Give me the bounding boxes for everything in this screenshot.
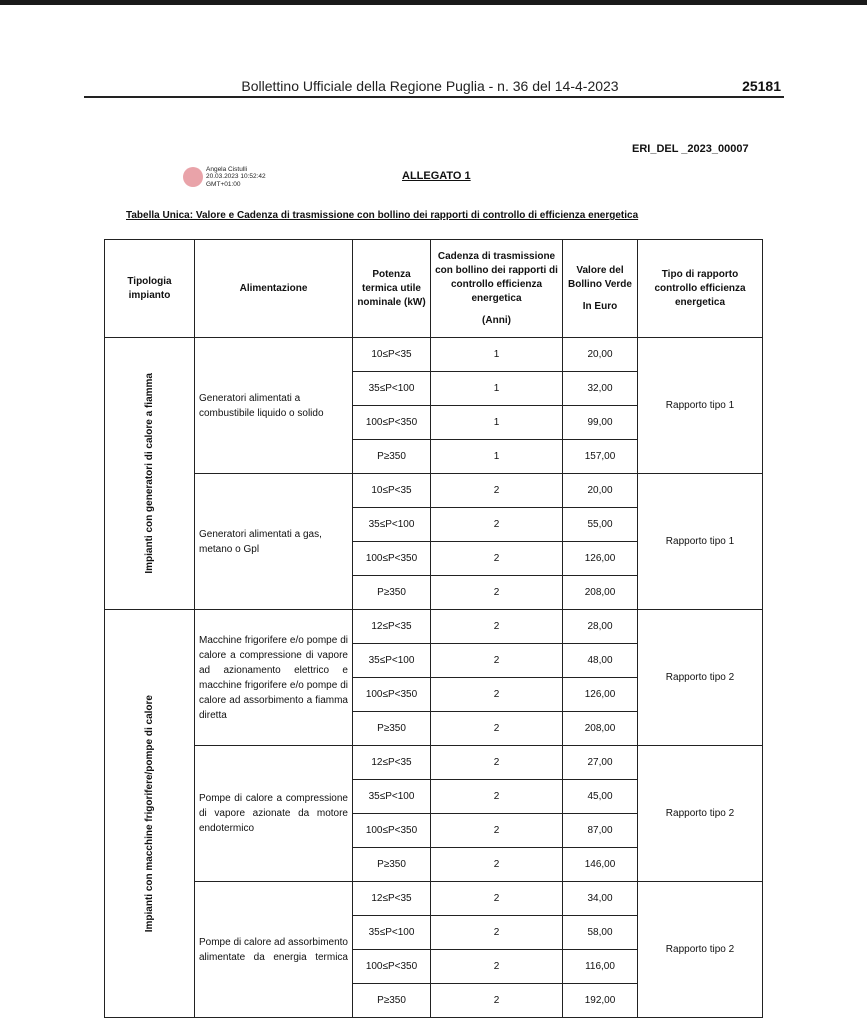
header-valore-unit: In Euro — [582, 300, 618, 312]
cadenza-cell: 1 — [431, 338, 563, 372]
potenza-cell: P≥350 — [353, 712, 431, 746]
valore-cell: 28,00 — [563, 610, 638, 644]
category-label: Impianti con generatori di calore a fiamma — [143, 373, 155, 574]
potenza-cell: 10≤P<35 — [353, 474, 431, 508]
valore-cell: 27,00 — [563, 746, 638, 780]
category-label: Impianti con macchine frigorifere/pompe di calore — [143, 694, 155, 933]
header-alimentazione: Alimentazione — [195, 240, 353, 338]
table-row — [105, 882, 763, 916]
bulletin-title: Bollettino Ufficiale della Regione Puglia - n. 36 del 14-4-2023 — [241, 78, 619, 94]
valore-cell: 116,00 — [563, 950, 638, 984]
potenza-cell: 100≤P<350 — [353, 678, 431, 712]
valore-cell: 208,00 — [563, 712, 638, 746]
valore-cell: 157,00 — [563, 440, 638, 474]
valore-cell: 45,00 — [563, 780, 638, 814]
cadenza-cell: 2 — [431, 882, 563, 916]
signature-date: 20.03.2023 10:52:42 — [206, 173, 266, 181]
potenza-cell: P≥350 — [353, 576, 431, 610]
tipo-rapporto-cell: Rapporto tipo 1 — [638, 338, 763, 474]
tipo-rapporto-cell: Rapporto tipo 2 — [638, 610, 763, 746]
potenza-cell: 100≤P<350 — [353, 950, 431, 984]
potenza-cell: P≥350 — [353, 848, 431, 882]
cadenza-cell: 2 — [431, 916, 563, 950]
cadenza-cell: 2 — [431, 474, 563, 508]
header-potenza: Potenza termica utile nominale (kW) — [353, 240, 431, 338]
cadenza-cell: 2 — [431, 814, 563, 848]
header-rule — [84, 96, 784, 98]
header-tipologia: Tipologia impianto — [105, 240, 195, 338]
potenza-cell: 12≤P<35 — [353, 882, 431, 916]
header-tipo: Tipo di rapporto controllo efficienza energetica — [638, 240, 763, 338]
tipo-rapporto-cell: Rapporto tipo 2 — [638, 882, 763, 1018]
tipo-rapporto-cell: Rapporto tipo 1 — [638, 474, 763, 610]
page-number: 25181 — [742, 78, 781, 94]
header-cadenza-unit: (Anni) — [482, 314, 511, 326]
top-border — [0, 0, 867, 5]
signature-seal-icon — [183, 167, 203, 187]
table-header-row — [105, 240, 763, 338]
valore-cell: 146,00 — [563, 848, 638, 882]
potenza-cell: 12≤P<35 — [353, 746, 431, 780]
cadenza-cell: 1 — [431, 372, 563, 406]
potenza-cell: P≥350 — [353, 440, 431, 474]
cadenza-cell: 2 — [431, 984, 563, 1018]
valore-cell: 126,00 — [563, 678, 638, 712]
valore-cell: 48,00 — [563, 644, 638, 678]
potenza-cell: P≥350 — [353, 984, 431, 1018]
tipo-rapporto-cell: Rapporto tipo 2 — [638, 746, 763, 882]
potenza-cell: 100≤P<350 — [353, 814, 431, 848]
valore-cell: 192,00 — [563, 984, 638, 1018]
valore-cell: 208,00 — [563, 576, 638, 610]
header-valore — [563, 240, 638, 338]
potenza-cell: 35≤P<100 — [353, 916, 431, 950]
potenza-cell: 35≤P<100 — [353, 372, 431, 406]
table-row — [105, 474, 763, 508]
potenza-cell: 12≤P<35 — [353, 610, 431, 644]
cadenza-cell: 2 — [431, 610, 563, 644]
digital-signature — [206, 166, 266, 188]
alimentazione-cell: Generatori alimentati a gas, metano o Gpl — [195, 474, 353, 610]
potenza-cell: 100≤P<350 — [353, 542, 431, 576]
document-reference: ERI_DEL _2023_00007 — [632, 143, 749, 155]
valore-cell: 20,00 — [563, 338, 638, 372]
valore-cell: 126,00 — [563, 542, 638, 576]
cadenza-cell: 2 — [431, 576, 563, 610]
table-row — [105, 746, 763, 780]
cadenza-cell: 2 — [431, 678, 563, 712]
potenza-cell: 100≤P<350 — [353, 406, 431, 440]
category-cell — [105, 338, 195, 610]
alimentazione-cell: Generatori alimentati a combustibile liquido o solido — [195, 338, 353, 474]
table-row — [105, 610, 763, 644]
valore-cell: 32,00 — [563, 372, 638, 406]
valore-cell: 34,00 — [563, 882, 638, 916]
alimentazione-cell: Pompe di calore ad assorbimento alimentate da energia termica — [195, 882, 353, 1018]
cadenza-cell: 2 — [431, 644, 563, 678]
valore-cell: 87,00 — [563, 814, 638, 848]
alimentazione-cell: Macchine frigorifere e/o pompe di calore a compressione di vapore ad azionamento elettrico e macchine frigorifere e/o pompe di calore ad assorbimento a fiamma diretta — [195, 610, 353, 746]
cadenza-cell: 2 — [431, 712, 563, 746]
alimentazione-cell: Pompe di calore a compressione di vapore azionate da motore endotermico — [195, 746, 353, 882]
header-cadenza-text: Cadenza di trasmissione con bollino dei rapporti di controllo efficienza energetica — [435, 250, 558, 304]
tariff-table — [104, 239, 763, 1018]
header-valore-text: Valore del Bollino Verde — [568, 264, 632, 290]
potenza-cell: 35≤P<100 — [353, 508, 431, 542]
cadenza-cell: 2 — [431, 746, 563, 780]
signature-name: Angela Cistulli — [206, 166, 248, 173]
valore-cell: 55,00 — [563, 508, 638, 542]
category-cell — [105, 610, 195, 1018]
cadenza-cell: 1 — [431, 406, 563, 440]
cadenza-cell: 2 — [431, 780, 563, 814]
cadenza-cell: 2 — [431, 508, 563, 542]
cadenza-cell: 2 — [431, 542, 563, 576]
valore-cell: 20,00 — [563, 474, 638, 508]
table-row — [105, 338, 763, 372]
potenza-cell: 35≤P<100 — [353, 780, 431, 814]
allegato-title: ALLEGATO 1 — [402, 170, 471, 182]
header-cadenza — [431, 240, 563, 338]
cadenza-cell: 2 — [431, 848, 563, 882]
valore-cell: 99,00 — [563, 406, 638, 440]
cadenza-cell: 2 — [431, 950, 563, 984]
potenza-cell: 35≤P<100 — [353, 644, 431, 678]
potenza-cell: 10≤P<35 — [353, 338, 431, 372]
cadenza-cell: 1 — [431, 440, 563, 474]
valore-cell: 58,00 — [563, 916, 638, 950]
table-caption: Tabella Unica: Valore e Cadenza di trasmissione con bollino dei rapporti di controllo di efficienza energetica — [126, 210, 639, 221]
signature-timezone: GMT+01:00 — [206, 180, 241, 188]
